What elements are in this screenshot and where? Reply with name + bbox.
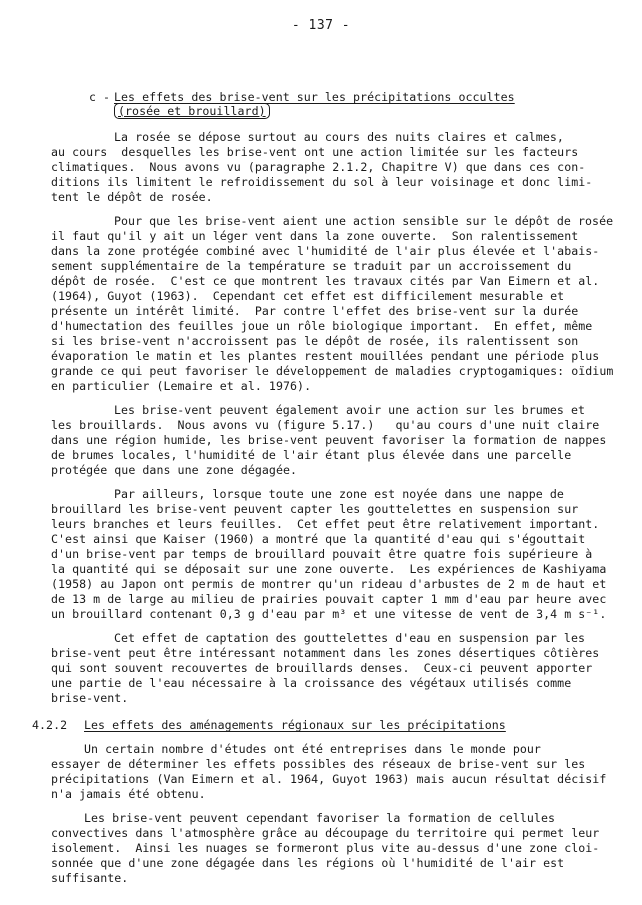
- text-line: Pour que les brise-vent aient une action sensible sur le dépôt de rosée: [114, 214, 614, 228]
- text-line: sement supplémentaire de la température se traduit par un accroissement du: [51, 259, 572, 273]
- text-line: climatiques. Nous avons vu (paragraphe 2.1.2, Chapitre V) que dans ces con-: [51, 160, 586, 174]
- text-line: protégée que dans une zone dégagée.: [51, 463, 298, 477]
- text-line: brise-vent.: [51, 691, 129, 705]
- text-line: la quantité qui se déposait sur une zone ouverte. Les expériences de Kashiyama: [51, 562, 607, 576]
- text-line: d'humectation des feuilles joue un rôle biologique important. En effet, même: [51, 319, 593, 333]
- text-line: évaporation le matin et les plantes restent mouillées pendant une période plus: [51, 349, 600, 363]
- text-line: convectives dans l'atmosphère grâce au découpage du territoire qui permet leur: [51, 826, 600, 840]
- text-line: tent le dépôt de rosée.: [51, 190, 213, 204]
- section-number: 4.2.2: [32, 718, 68, 732]
- text-line: il faut qu'il y ait un léger vent dans la zone ouverte. Son ralentissement: [51, 229, 579, 243]
- section-c-title: Les effets des brise-vent sur les précipitations occultes: [114, 90, 515, 104]
- text-line: si les brise-vent n'accroissent pas le dépôt de rosée, ils ralentissent son: [51, 334, 579, 348]
- text-line: en particulier (Lemaire et al. 1976).: [51, 379, 312, 393]
- text-line: ditions ils limitent le refroidissement du sol à leur voisinage et donc limi-: [51, 175, 593, 189]
- text-line: Un certain nombre d'études ont été entreprises dans le monde pour: [84, 742, 541, 756]
- text-line: suffisante.: [51, 871, 129, 885]
- text-line: au cours desquelles les brise-vent ont une action limitée sur les facteurs: [51, 145, 579, 159]
- text-line: (1964), Guyot (1963). Cependant cet effet est difficilement mesurable et: [51, 289, 565, 303]
- text-line: grande ce qui peut favoriser le développement de maladies cryptogamiques: oïdium: [51, 364, 614, 378]
- text-line: isolement. Ainsi les nuages se formeront plus vite au-dessus d'une zone cloi-: [51, 841, 600, 855]
- text-line: n'a jamais été obtenu.: [51, 787, 206, 801]
- text-line: leurs branches et leurs feuilles. Cet effet peut être relativement important.: [51, 517, 600, 531]
- text-line: de 13 m de large au milieu de prairies pouvait capter 1 mm d'eau par heure avec: [51, 592, 607, 606]
- text-line: (1958) au Japon ont permis de montrer qu'un rideau d'arbustes de 2 m de haut et: [51, 577, 607, 591]
- text-line: Les brise-vent peuvent également avoir une action sur les brumes et: [114, 403, 586, 417]
- text-line: dépôt de rosée. C'est ce que montrent les travaux cités par Van Eimern et al.: [51, 274, 600, 288]
- text-line: sonnée que d'une zone dégagée dans les régions où l'humidité de l'air est: [51, 856, 565, 870]
- section-c-marker: c -: [89, 90, 111, 104]
- text-line: Par ailleurs, lorsque toute une zone est noyée dans une nappe de: [114, 487, 564, 501]
- text-line: dans la zone protégée combiné avec l'humidité de l'air plus élevée et l'abais-: [51, 244, 600, 258]
- text-line: brise-vent peut être intéressant notamment dans les zones désertiques côtières: [51, 646, 600, 660]
- section-c-subtitle-boxed: (rosée et brouillard): [114, 103, 270, 119]
- text-line: Cet effet de captation des gouttelettes d'eau en suspension par les: [114, 631, 586, 645]
- text-line: de brumes locales, l'humidité de l'air étant plus élevée dans une parcelle: [51, 448, 572, 462]
- text-line: C'est ainsi que Kaiser (1960) a montré que la quantité d'eau qui s'égouttait: [51, 532, 586, 546]
- text-line: une partie de l'eau nécessaire à la croissance des végétaux utilisés comme: [51, 676, 572, 690]
- text-line: La rosée se dépose surtout au cours des nuits claires et calmes,: [114, 130, 564, 144]
- text-line: un brouillard contenant 0,3 g d'eau par m³ et une vitesse de vent de 3,4 m s⁻¹.: [51, 607, 607, 621]
- section-c-subtitle: [114, 104, 270, 118]
- text-line: Les brise-vent peuvent cependant favoriser la formation de cellules: [84, 811, 556, 825]
- page-number: - 137 -: [291, 18, 351, 33]
- text-line: les brouillards. Nous avons vu (figure 5.17.) qu'au cours d'une nuit claire: [51, 418, 600, 432]
- section-title: Les effets des aménagements régionaux sur les précipitations: [84, 718, 506, 732]
- text-line: qui sont souvent recouvertes de brouillards denses. Ceux-ci peuvent apporter: [51, 661, 593, 675]
- text-line: présente un intérêt limité. Par contre l'effet des brise-vent sur la durée: [51, 304, 579, 318]
- text-line: dans une région humide, les brise-vent peuvent favoriser la formation de nappes: [51, 433, 607, 447]
- text-line: brouillard les brise-vent peuvent capter les gouttelettes en suspension sur: [51, 502, 579, 516]
- text-line: précipitations (Van Eimern et al. 1964, Guyot 1963) mais aucun résultat décisif: [51, 772, 607, 786]
- text-line: d'un brise-vent par temps de brouillard pouvait être quatre fois supérieure à: [51, 547, 593, 561]
- text-line: essayer de déterminer les effets possibles des réseaux de brise-vent sur les: [51, 757, 586, 771]
